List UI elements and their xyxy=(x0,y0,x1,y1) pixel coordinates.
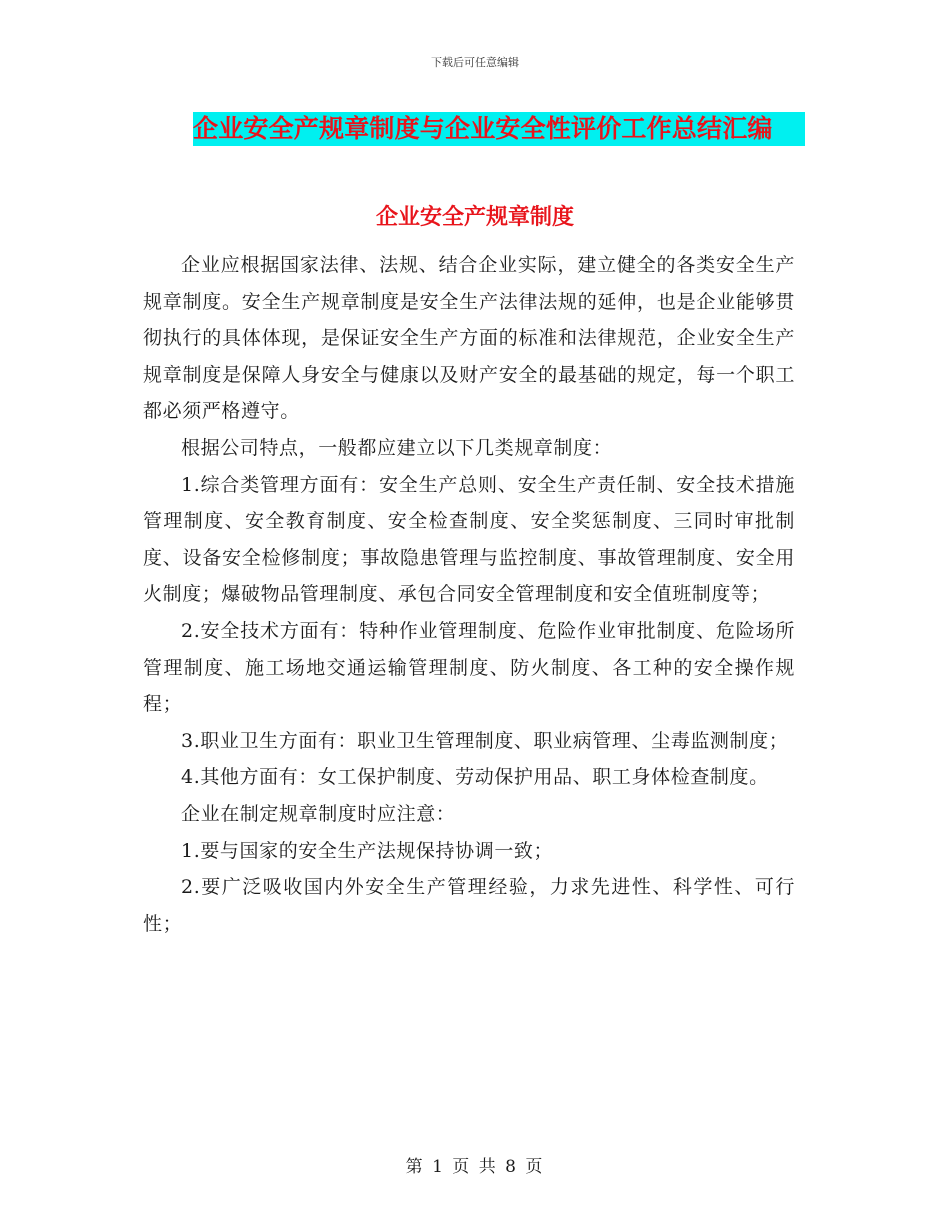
paragraph-intro: 企业应根据国家法律、法规、结合企业实际，建立健全的各类安全生产规章制度。安全生产规章制度是安全生产法律法规的延伸，也是企业能够贯彻执行的具体体现，是保证安全生产方面的标准和法律规范，企业安全生产规章制度是保障人身安全与健康以及财产安全的最基础的规定，每一个职工都必须严格遵守。 xyxy=(143,254,795,423)
paragraph-note-2: 2.要广泛吸收国内外安全生产管理经验，力求先进性、科学性、可行性； xyxy=(143,876,795,935)
section-title: 企业安全产规章制度 xyxy=(375,204,574,230)
document-title: 企业安全产规章制度与企业安全性评价工作总结汇编 xyxy=(193,114,773,143)
paragraph-item-4: 4.其他方面有：女工保护制度、劳动保护用品、职工身体检查制度。 xyxy=(181,766,769,789)
document-body xyxy=(143,247,795,942)
header-note: 下载后可任意编辑 xyxy=(431,56,519,69)
paragraph-item-3: 3.职业卫生方面有：职业卫生管理制度、职业病管理、尘毒监测制度； xyxy=(181,729,789,752)
paragraph-item-2: 2.安全技术方面有：特种作业管理制度、危险作业审批制度、危险场所管理制度、施工场地交通运输管理制度、防火制度、各工种的安全操作规程； xyxy=(143,619,795,716)
paragraph-item-1: 1.综合类管理方面有：安全生产总则、安全生产责任制、安全技术措施管理制度、安全教育制度、安全检查制度、安全奖惩制度、三同时审批制度、设备安全检修制度；事故隐患管理与监控制度、事故管理制度、安全用火制度；爆破物品管理制度、承包合同安全管理制度和安全值班制度等； xyxy=(143,473,795,606)
paragraph-notes-lead: 企业在制定规章制度时应注意： xyxy=(181,802,456,825)
paragraph-note-1: 1.要与国家的安全生产法规保持协调一致； xyxy=(181,839,554,862)
paragraph-categories-lead: 根据公司特点，一般都应建立以下几类规章制度： xyxy=(181,436,613,459)
page-footer: 第 1 页 共 8 页 xyxy=(405,1157,545,1177)
